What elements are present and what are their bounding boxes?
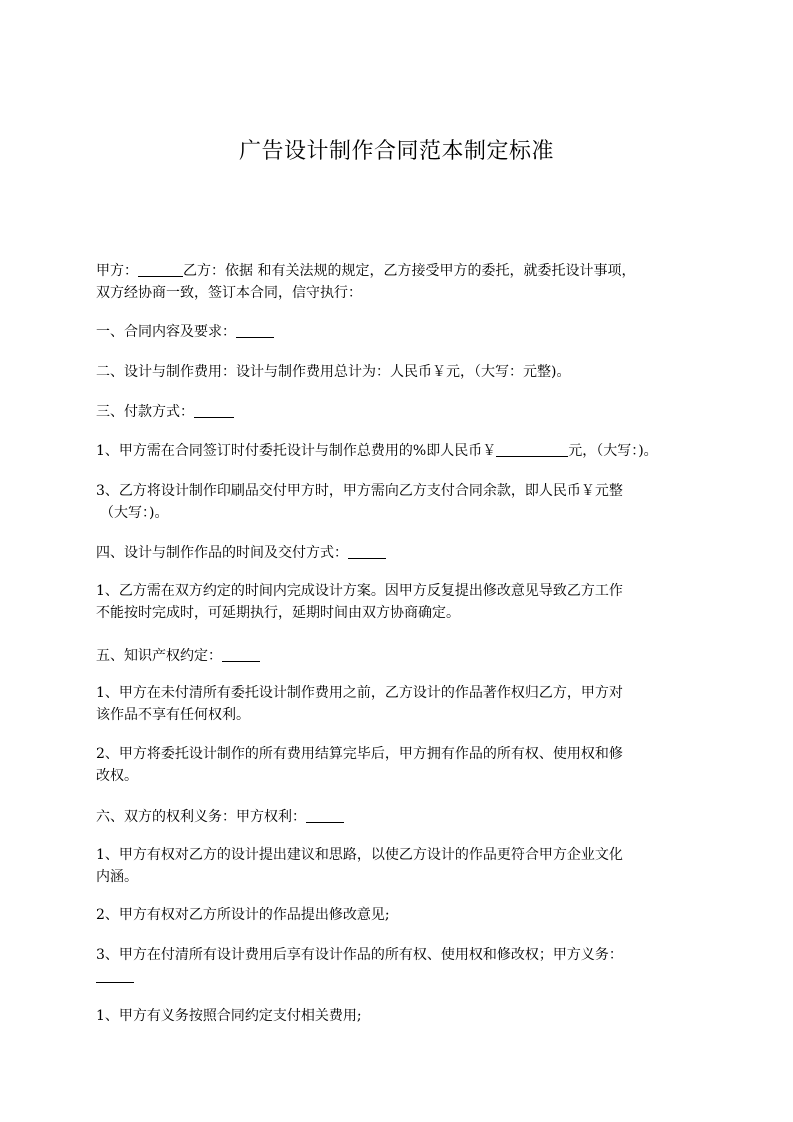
section-4-blank — [348, 542, 386, 559]
payment-amount-blank — [496, 440, 568, 457]
document-title: 广告设计制作合同范本制定标准 — [238, 139, 554, 164]
party-b-text: 乙方：依据 和有关法规的规定，乙方接受甲方的委托，就委托设计事项， — [183, 263, 636, 279]
section-6-item-2: 2、甲方有权对乙方所设计的作品提出修改意见; — [96, 907, 390, 923]
preamble-line-2: 双方经协商一致，签订本合同，信守执行： — [96, 285, 362, 301]
party-a-duties-blank — [96, 966, 134, 983]
section-2-heading: 二、设计与制作费用：设计与制作费用总计为：人民币￥元，（大写：元整)。 — [96, 364, 571, 380]
preamble-line-1 — [96, 260, 635, 282]
party-a-label: 甲方： — [96, 263, 138, 279]
section-6-item-3: 3、甲方在付清所有设计费用后享有设计作品的所有权、使用权和修改权；甲方义务： — [96, 944, 623, 988]
section-3-item-1: 1、甲方需在合同签订时付委托设计与制作总费用的%即人民币￥ 元，（大写：)。 — [96, 440, 658, 462]
section-5-item-2: 2、甲方将委托设计制作的所有费用结算完毕后，甲方拥有作品的所有权、使用权和修 改权。 — [96, 746, 623, 784]
section-3-item-3: 3、乙方将设计制作印刷品交付甲方时，甲方需向乙方支付合同余款，即人民币￥元整 （大写：)。 — [96, 483, 623, 521]
section-3-heading: 三、付款方式： — [96, 401, 234, 423]
section-6-blank — [306, 806, 344, 823]
section-1-heading: 一、合同内容及要求： — [96, 321, 274, 343]
section-5-blank — [222, 645, 260, 662]
section-3-blank — [194, 401, 234, 418]
section-4-item-1: 1、乙方需在双方约定的时间内完成设计方案。因甲方反复提出修改意见导致乙方工作 不能按时完成时，可延期执行，延期时间由双方协商确定。 — [96, 583, 623, 621]
section-6-heading: 六、双方的权利义务：甲方权利： — [96, 806, 344, 828]
party-a-blank — [138, 260, 183, 277]
section-5-heading: 五、知识产权约定： — [96, 645, 260, 667]
section-6-duty-1: 1、甲方有义务按照合同约定支付相关费用; — [96, 1008, 362, 1024]
section-4-heading: 四、设计与制作作品的时间及交付方式： — [96, 542, 386, 564]
section-1-blank — [236, 321, 274, 338]
preamble — [96, 260, 635, 304]
section-6-item-1: 1、甲方有权对乙方的设计提出建议和思路，以使乙方设计的作品更符合甲方企业文化 内涵。 — [96, 847, 623, 885]
section-5-item-1: 1、甲方在未付清所有委托设计制作费用之前，乙方设计的作品著作权归乙方，甲方对 该作品不享有任何权利。 — [96, 685, 623, 723]
